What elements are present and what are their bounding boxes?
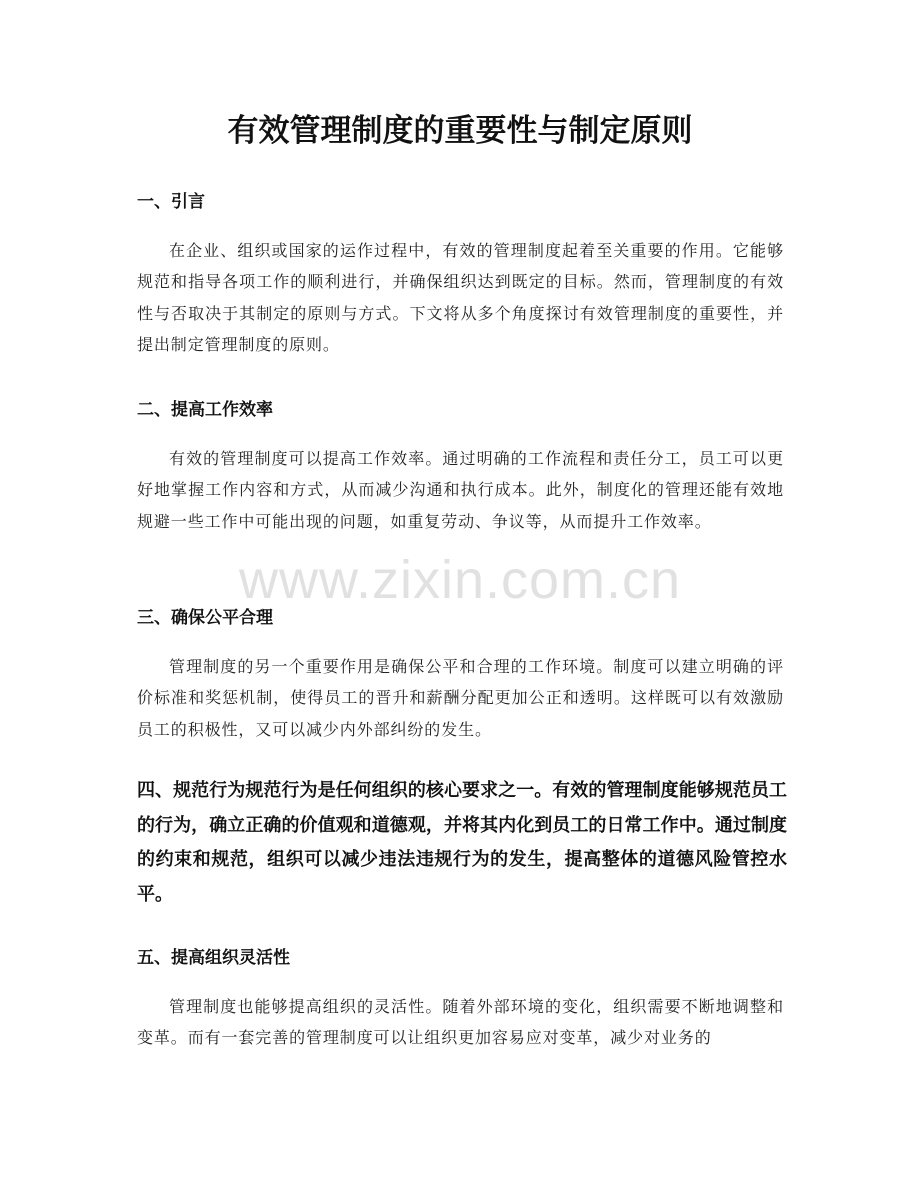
section-heading-introduction: 一、引言 bbox=[137, 192, 205, 212]
section-heading-fairness: 三、确保公平合理 bbox=[137, 608, 273, 628]
section-paragraph-fairness: 管理制度的另一个重要作用是确保公平和合理的工作环境。制度可以建立明确的评价标准和奖惩机制，使得员工的晋升和薪酬分配更加公正和透明。这样既可以有效激励员工的积极性，又可以减少内外部纠纷的发生。 bbox=[137, 657, 784, 739]
watermark-text: www.zixin.com.cn bbox=[238, 550, 682, 610]
section-bold-paragraph-conduct: 四、规范行为规范行为是任何组织的核心要求之一。有效的管理制度能够规范员工的行为，确立正确的价值观和道德观，并将其内化到员工的日常工作中。通过制度的约束和规范，组织可以减少违法违规行为的发生，提高整体的道德风险管控水平。 bbox=[137, 780, 787, 905]
section-paragraph-flexibility: 管理制度也能够提高组织的灵活性。随着外部环境的变化，组织需要不断地调整和变革。而有一套完善的管理制度可以让组织更加容易应对变革，减少对业务的 bbox=[137, 997, 784, 1048]
section-heading-efficiency: 二、提高工作效率 bbox=[137, 400, 273, 420]
document-title: 有效管理制度的重要性与制定原则 bbox=[227, 113, 693, 149]
section-heading-flexibility: 五、提高组织灵活性 bbox=[137, 948, 290, 968]
section-paragraph-introduction: 在企业、组织或国家的运作过程中，有效的管理制度起着至关重要的作用。它能够规范和指导各项工作的顺利进行，并确保组织达到既定的目标。然而，管理制度的有效性与否取决于其制定的原则与方式。下文将从多个角度探讨有效管理制度的重要性，并提出制定管理制度的原则。 bbox=[137, 241, 784, 354]
section-paragraph-efficiency: 有效的管理制度可以提高工作效率。通过明确的工作流程和责任分工，员工可以更好地掌握工作内容和方式，从而减少沟通和执行成本。此外，制度化的管理还能有效地规避一些工作中可能出现的问题，如重复劳动、争议等，从而提升工作效率。 bbox=[137, 449, 784, 531]
